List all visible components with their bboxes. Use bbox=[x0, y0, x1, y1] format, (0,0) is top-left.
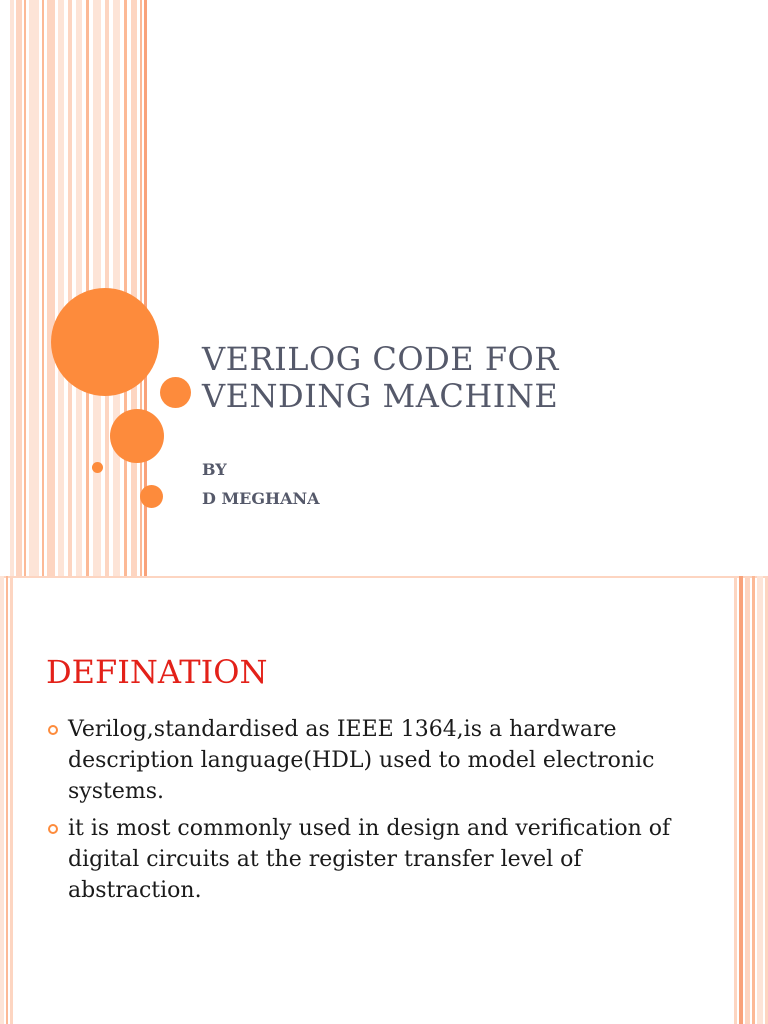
slide-title-line: VERILOG CODE FOR bbox=[202, 340, 559, 378]
decorative-small-circle bbox=[160, 377, 191, 408]
decorative-stripe bbox=[124, 0, 127, 576]
bullet-text: it is most commonly used in design and verification of digital circuits at the register transfer level of abstraction. bbox=[68, 816, 671, 903]
decorative-stripe bbox=[10, 0, 14, 576]
decorative-medium-circle bbox=[110, 409, 164, 463]
decorative-stripe bbox=[42, 0, 44, 576]
bullet-list bbox=[46, 714, 686, 912]
list-item bbox=[46, 714, 686, 807]
decorative-tiny-circle bbox=[92, 462, 103, 473]
bullet-text: Verilog,standardised as IEEE 1364,is a hardware description language(HDL) used to model electronic systems. bbox=[68, 717, 655, 804]
decorative-stripe bbox=[68, 0, 72, 576]
decorative-large-circle bbox=[51, 288, 159, 396]
decorative-stripe bbox=[745, 576, 750, 1024]
decorative-stripe bbox=[86, 0, 89, 576]
slide-title-line: VENDING MACHINE bbox=[202, 377, 559, 415]
hollow-circle-bullet-icon bbox=[48, 824, 58, 834]
decorative-stripe bbox=[47, 0, 55, 576]
decorative-stripe bbox=[10, 576, 13, 1024]
slide-title bbox=[202, 341, 742, 415]
decorative-stripe bbox=[76, 0, 82, 576]
decorative-stripe bbox=[739, 576, 743, 1024]
slide-heading: DEFINATION bbox=[46, 653, 268, 691]
subtitle-by: BY bbox=[202, 460, 227, 479]
list-item bbox=[46, 813, 686, 906]
decorative-stripe bbox=[6, 576, 8, 1024]
decorative-stripe bbox=[0, 576, 4, 1024]
decorative-stripe bbox=[58, 0, 64, 576]
decorative-stripe bbox=[16, 0, 22, 576]
decorative-stripe bbox=[734, 576, 737, 1024]
decorative-stripe bbox=[752, 576, 755, 1024]
decorative-stripe bbox=[757, 576, 763, 1024]
decorative-small-circle bbox=[140, 485, 163, 508]
decorative-stripe bbox=[29, 0, 39, 576]
slide-subtitle bbox=[202, 455, 320, 513]
slide-top-border bbox=[0, 576, 768, 578]
hollow-circle-bullet-icon bbox=[48, 725, 58, 735]
subtitle-author: D MEGHANA bbox=[202, 489, 320, 508]
decorative-stripe bbox=[24, 0, 26, 576]
definition-slide bbox=[0, 576, 768, 1024]
decorative-stripe bbox=[131, 0, 137, 576]
